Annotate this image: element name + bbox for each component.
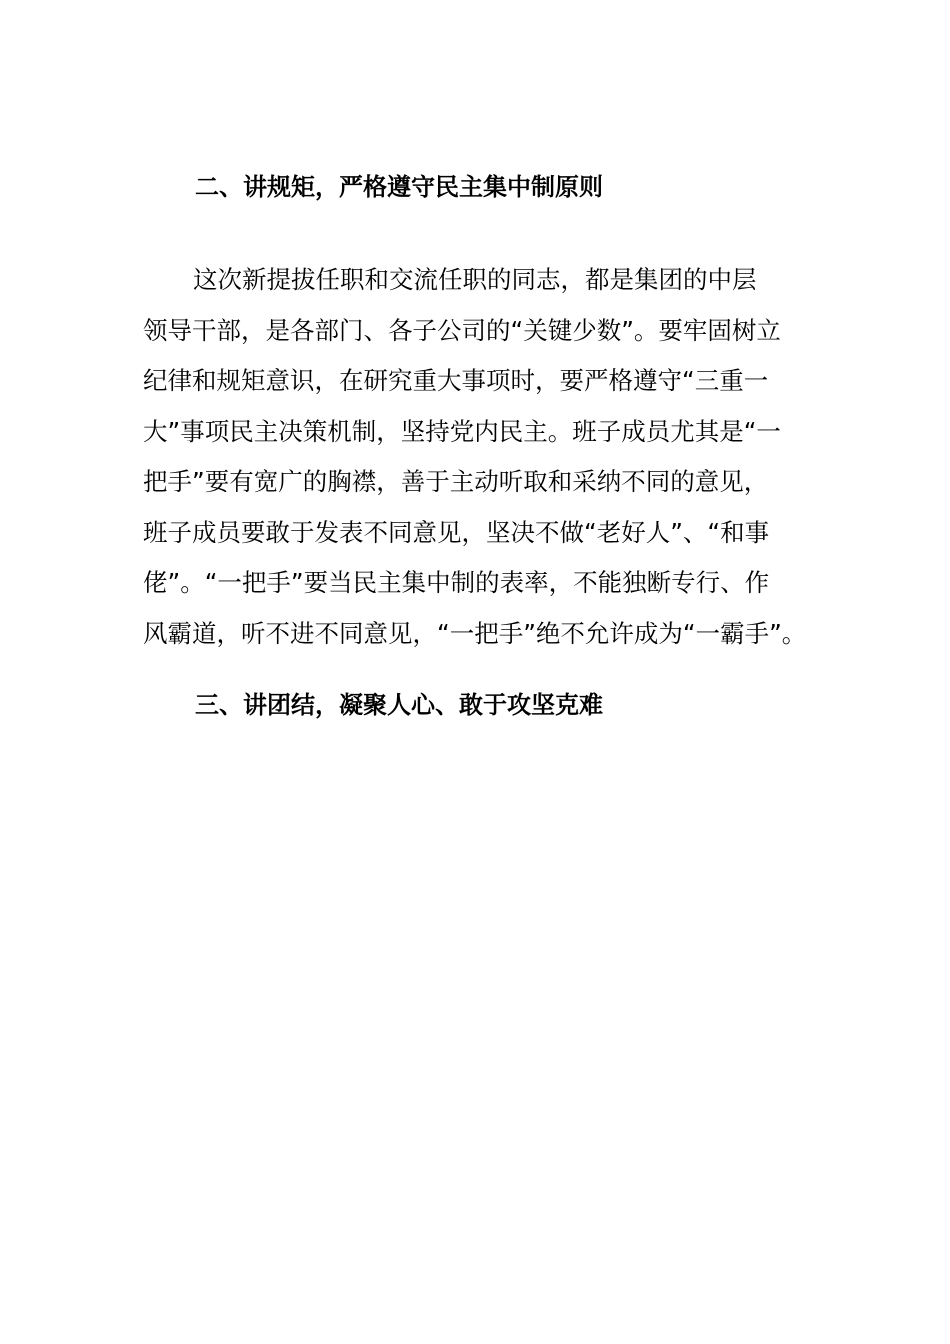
paragraph-line: 这次新提拔任职和交流任职的同志，都是集团的中层 bbox=[193, 265, 757, 294]
section-heading-rules: 二、讲规矩，严格遵守民主集中制原则 bbox=[195, 173, 603, 201]
paragraph-line: 纪律和规矩意识，在研究重大事项时，要严格遵守“三重一 bbox=[143, 366, 769, 395]
paragraph-line: 风霸道，听不进不同意见，“一把手”绝不允许成为“一霸手”。 bbox=[143, 618, 807, 648]
paragraph-line: 班子成员要敢于发表不同意见，坚决不做“老好人”、“和事 bbox=[143, 517, 770, 547]
body-paragraph bbox=[143, 255, 823, 659]
paragraph-line: 领导干部，是各部门、各子公司的“关键少数”。要牢固树立 bbox=[143, 315, 781, 345]
paragraph-line: 大”事项民主决策机制，坚持党内民主。班子成员尤其是“一 bbox=[143, 416, 781, 446]
paragraph-line: 佬”。“一把手”要当民主集中制的表率，不能独断专行、作 bbox=[143, 568, 770, 597]
paragraph-line: 把手”要有宽广的胸襟，善于主动听取和采纳不同的意见， bbox=[143, 467, 769, 496]
section-heading-unity: 三、讲团结，凝聚人心、敢于攻坚克难 bbox=[195, 691, 603, 719]
